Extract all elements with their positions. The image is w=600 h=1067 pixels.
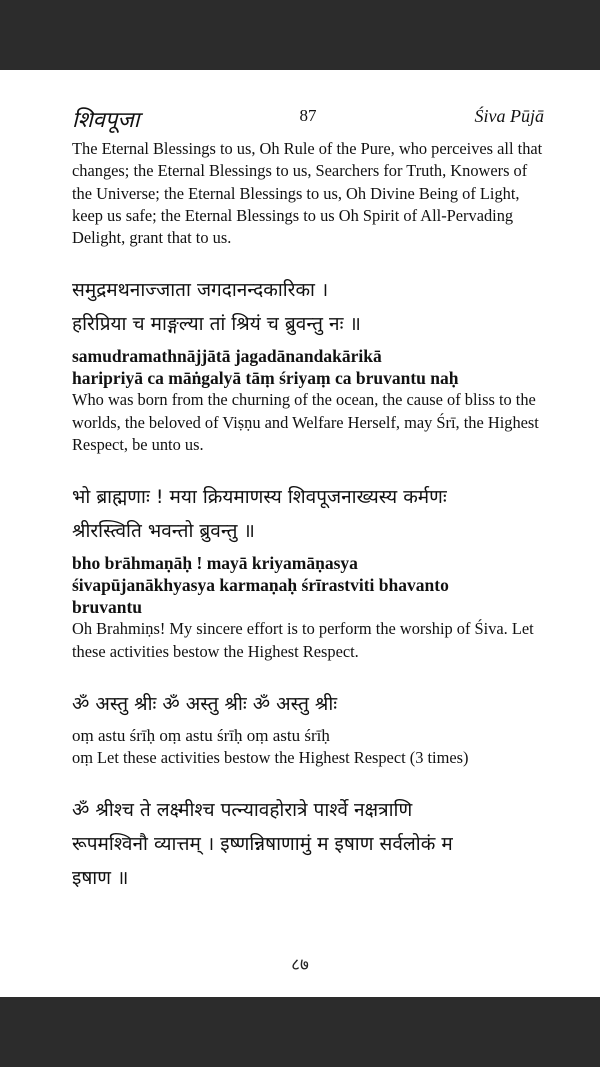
verse4-sanskrit-line-2: रूपमश्विनौ व्यात्तम् । इष्णन्निषाणामुं म इषाण सर्वलोकं म	[72, 833, 453, 856]
verse2-sanskrit-line-1: भो ब्राह्मणाः ! मया क्रियमाणस्य शिवपूजनाख्यस्य कर्मणः	[72, 486, 447, 509]
verse2-translit-line-2: śivapūjanākhyasya karmaṇaḥ śrīrastviti bhavanto	[72, 575, 449, 596]
header-title-devanagari: शिवपूजा	[72, 107, 140, 132]
verse3-sanskrit-line-1: ॐ अस्तु श्रीः ॐ अस्तु श्रीः ॐ अस्तु श्रीः	[72, 692, 338, 715]
bottom-dark-bar	[0, 997, 600, 1067]
verse-block-4	[72, 793, 548, 895]
verse4-sanskrit-line-3: इषाण ॥	[72, 867, 129, 890]
page-header	[72, 104, 544, 134]
footer-page-number: ८७	[291, 955, 309, 975]
verse1-translit-line-2: haripriyā ca māṅgalyā tāṃ śriyaṃ ca bruvantu naḥ	[72, 368, 459, 389]
verse1-english: Who was born from the churning of the ocean, the cause of bliss to the worlds, the beloved of Viṣṇu and Welfare Herself, may Śrī, the Highest Respect, be unto us.	[72, 390, 539, 455]
verse1-sanskrit-line-1: समुद्रमथनाज्जाता जगदानन्दकारिका ।	[72, 279, 329, 302]
verse3-translit-line-1: oṃ astu śrīḥ oṃ astu śrīḥ oṃ astu śrīḥ	[72, 725, 330, 745]
book-page	[0, 70, 600, 997]
verse2-english: Oh Brahmiṇs! My sincere effort is to perform the worship of Śiva. Let these activities bestow the Highest Respect.	[72, 619, 534, 661]
verse2-translit-line-1: bho brāhmaṇāḥ ! mayā kriyamāṇasya	[72, 553, 358, 574]
top-dark-bar	[0, 0, 600, 70]
verse3-english: oṃ Let these activities bestow the Highest Respect (3 times)	[72, 747, 469, 767]
header-title-roman: Śiva Pūjā	[474, 106, 544, 126]
verse4-sanskrit-line-1: ॐ श्रीश्च ते लक्ष्मीश्च पत्न्यावहोरात्रे पार्श्वे नक्षत्राणि	[72, 799, 413, 822]
verse-block-1	[72, 273, 548, 456]
verse-block-3	[72, 687, 548, 769]
header-page-number: 87	[299, 106, 317, 125]
verse1-translit-line-1: samudramathnājjātā jagadānandakārikā	[72, 346, 382, 367]
intro-english: The Eternal Blessings to us, Oh Rule of the Pure, who perceives all that changes; the Eternal Blessings to us, Searchers for Truth, Knowers of the Universe; the Eternal Blessings to us, Oh Divine Being of Light, keep us safe; the Eternal Blessings to us Oh Spirit of All-Pervading Delight, grant that to us.	[72, 139, 543, 248]
verse2-translit-line-3: bruvantu	[72, 597, 143, 618]
verse2-sanskrit-line-2: श्रीरस्त्विति भवन्तो ब्रुवन्तु ॥	[72, 520, 255, 543]
page-content	[72, 138, 548, 895]
verse-block-2	[72, 480, 548, 663]
verse1-sanskrit-line-2: हरिप्रिया च माङ्गल्या तां श्रियं च ब्रुवन्तु नः ॥	[72, 313, 361, 336]
